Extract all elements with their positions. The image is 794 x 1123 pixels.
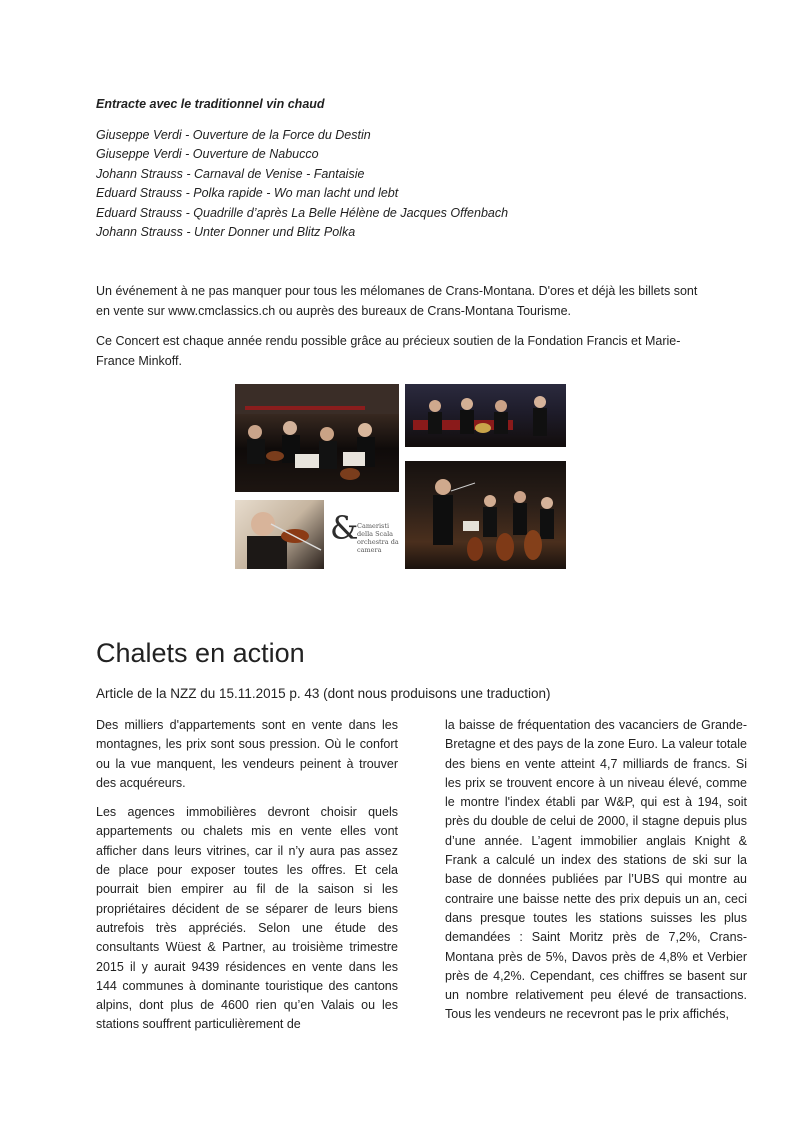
- brass-section-illustration: [405, 384, 566, 447]
- program-item: Eduard Strauss - Polka rapide - Wo man lacht und lebt: [96, 186, 399, 201]
- sponsor-paragraph: Ce Concert est chaque année rendu possible grâce au précieux soutien de la Fondation Francis et Marie-France Minkoff.: [96, 334, 681, 368]
- orchestra-musicians-illustration: [235, 384, 399, 492]
- program-item: Johann Strauss - Carnaval de Venise - Fantaisie: [96, 166, 365, 181]
- program-item: Eduard Strauss - Quadrille d’après La Belle Hélène de Jacques Offenbach: [96, 205, 509, 220]
- article-left-column: [96, 716, 398, 1045]
- orchestra-photo-3: [405, 461, 566, 569]
- concert-program-list: [96, 126, 508, 242]
- logo-line: della Scala: [357, 530, 394, 538]
- logo-line: orchestra da camera: [357, 538, 399, 554]
- entracte-heading: Entracte avec le traditionnel vin chaud: [96, 97, 325, 111]
- tickets-paragraph: Un événement à ne pas manquer pour tous les mélomanes de Crans-Montana. D'ores et déjà les billets sont en vente sur www.cmclassics.ch ou auprès des bureaux de Crans-Montana Tourisme.: [96, 284, 698, 318]
- program-item: Giuseppe Verdi - Ouverture de Nabucco: [96, 147, 319, 162]
- orchestra-photo-2: [405, 384, 566, 447]
- article-right-column: [445, 716, 747, 1035]
- violinist-photo: [235, 500, 324, 569]
- string-orchestra-illustration: [405, 461, 566, 569]
- article-title: Chalets en action: [96, 638, 305, 668]
- program-item: Giuseppe Verdi - Ouverture de la Force du Destin: [96, 128, 371, 142]
- orchestra-photo-1: [235, 384, 399, 492]
- article-paragraph: la baisse de fréquentation des vacanciers de Grande-Bretagne et des pays de la zone Euro. La valeur totale des biens en vente atteint 4,7 milliards de francs. Si les prix se trouvent encore à un niveau élevé, comme le montre l'index établi par W&P, qui est à 194, soit près du double de celui de 2000, il stagne depuis plus d’une année. L’agent immobilier anglais Knight & Frank a calculé un index des stations de ski sur la base de données publiées par l’UBS qui montre au contraire une baisse nette des prix depuis un an, ceci dans presque toutes les stations suisses les plus demandées : Saint Moritz près de 7,2%, Crans-Montana près de 5%, Davos près de 4,8% et Verbier près de 4,2%. Cependant, ces chiffres se basent sur un nombre relativement peu élevé de transactions. Tous les vendeurs ne recevront pas le prix affichés,: [445, 718, 747, 1022]
- ampersand-logo-mark: &: [330, 509, 359, 547]
- article-subtitle: Article de la NZZ du 15.11.2015 p. 43 (dont nous produisons une traduction): [96, 686, 551, 701]
- article-paragraph: Des milliers d'appartements sont en vente dans les montagnes, les prix sont sous pression. Où le confort ou la vue manquent, les vendeurs peinent à trouver des acquéreurs.: [96, 718, 398, 790]
- logo-line: Cameristi: [357, 522, 390, 530]
- cameristi-della-scala-logo: [327, 500, 400, 569]
- article-paragraph: Les agences immobilières devront choisir quels appartements ou chalets mis en vente elles vont afficher dans leurs vitrines, car il n’y aura pas assez de place pour exposer toutes les offres. Et cela pourrait bien empirer au fil de la saison si les propriétaires décident de se séparer de leurs biens autrefois très appréciés. Selon une étude des consultants Wüest & Partner, au troisième trimestre 2015 il y aurait 9439 résidences en vente dans les 144 communes à dominante touristique des cantons alpins, dont plus de 4600 rien qu’en Valais ou les stations souffrent particulièrement de: [96, 805, 398, 1032]
- program-item: Johann Strauss - Unter Donner und Blitz Polka: [96, 225, 356, 240]
- violinist-illustration: [235, 500, 324, 569]
